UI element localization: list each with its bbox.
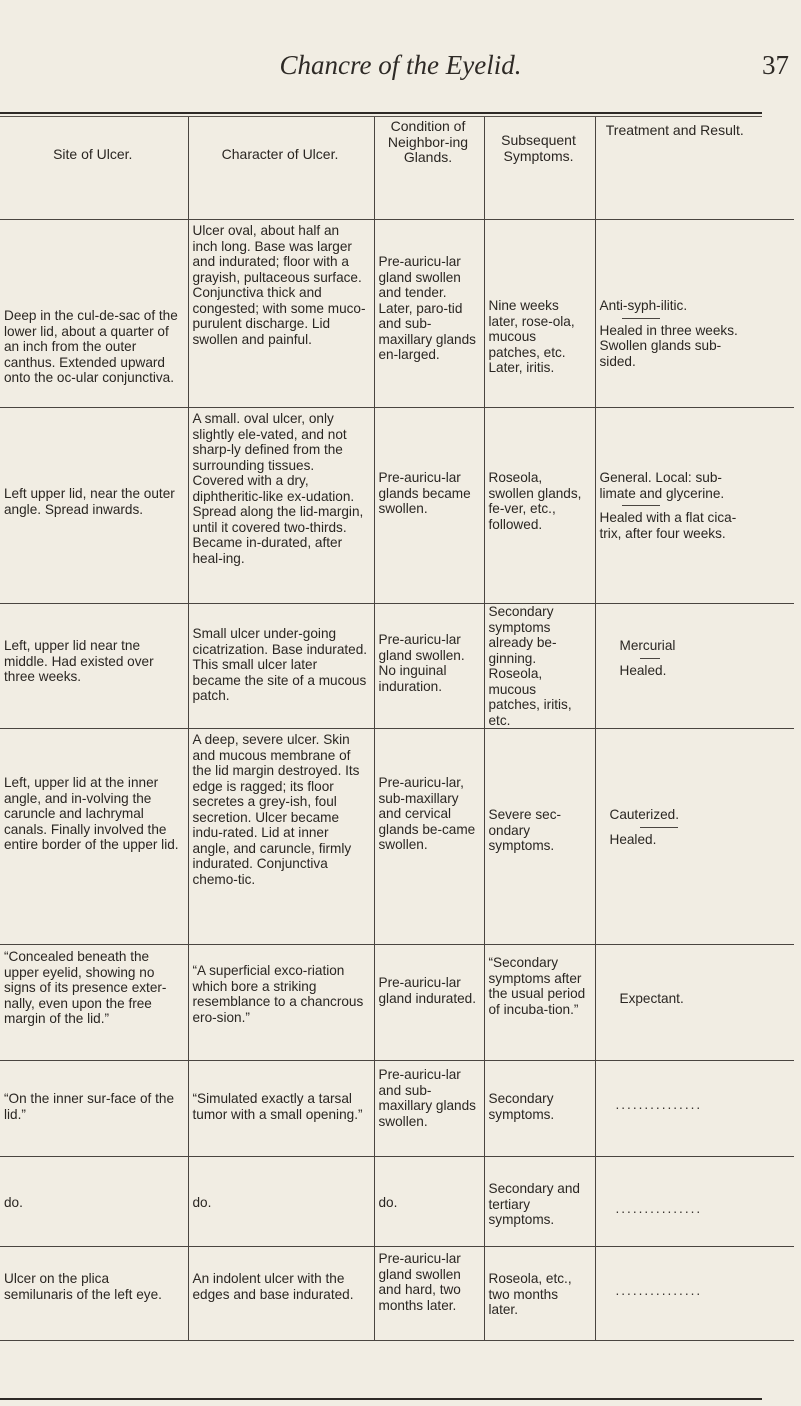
treatment-cell (595, 408, 794, 604)
character-cell: An indolent ulcer with the edges and base indurated. (188, 1247, 374, 1341)
character-cell: A deep, severe ulcer. Skin and mucous membrane of the lid margin destroyed. Its edge is ragged; its floor secretes a grey-ish, foul secretion. Ulcer became indu-rated. Lid at inner angle, and caruncle, firmly indurated. Conjunctiva chemo-tic. (188, 729, 374, 945)
glands-cell: Pre-auricu-lar gland swollen and hard, two months later. (374, 1247, 484, 1341)
character-cell: “Simulated exactly a tarsal tumor with a small opening.” (188, 1061, 374, 1157)
treatment-text: Anti-syph-ilitic. (599, 298, 688, 313)
table-row (0, 1061, 794, 1157)
table-top-rule (0, 112, 762, 114)
table-row (0, 945, 794, 1061)
glands-cell: Pre-auricu-lar gland swollen. No inguinal induration. (374, 604, 484, 729)
subsequent-cell: Roseola, swollen glands, fe-ver, etc., followed. (484, 408, 595, 604)
treatment-text: Expectant. (619, 991, 684, 1006)
treatment-text: ............... (615, 1283, 703, 1298)
site-cell: Deep in the cul-de-sac of the lower lid, about a quarter of an inch from the outer canthus. Extended upward onto the oc-ular conjunctiva. (0, 220, 188, 408)
glands-cell: Pre-auricu-lar and sub-maxillary glands swollen. (374, 1061, 484, 1157)
character-cell: Ulcer oval, about half an inch long. Base was larger and indurated; floor with a grayish, pultaceous surface. Conjunctiva thick and congested; with some muco-purulent discharge. Lid swollen and painful. (188, 220, 374, 408)
subsequent-cell: Nine weeks later, rose-ola, mucous patches, etc. Later, iritis. (484, 220, 595, 408)
site-cell: Left upper lid, near the outer angle. Spread inwards. (0, 408, 188, 604)
treatment-divider (640, 827, 678, 828)
character-cell: “A superficial exco-riation which bore a striking resemblance to a chancrous ero-sion.” (188, 945, 374, 1061)
col-header-site: Site of Ulcer. (0, 117, 188, 220)
character-cell: Small ulcer under-going cicatrization. Base indurated. This small ulcer later became the site of a mucous patch. (188, 604, 374, 729)
treatment-text: Mercurial (619, 638, 676, 653)
result-text: Healed in three weeks. Swollen glands sub-sided. (599, 322, 738, 369)
col-header-treatment: Treatment and Result. (595, 117, 794, 220)
table-row (0, 220, 794, 408)
case-table (0, 117, 794, 1341)
col-header-character: Character of Ulcer. (188, 117, 374, 220)
subsequent-cell: Roseola, etc., two months later. (484, 1247, 595, 1341)
table-header-row (0, 117, 794, 220)
treatment-cell (595, 604, 794, 729)
treatment-cell (595, 1247, 794, 1341)
result-text: Healed. (609, 831, 657, 847)
treatment-divider (622, 318, 660, 319)
treatment-divider (640, 658, 660, 659)
treatment-text: ............... (615, 1201, 703, 1216)
subsequent-cell: “Secondary symptoms after the usual period of incuba-tion.” (484, 945, 595, 1061)
running-header (0, 50, 801, 90)
table-row (0, 729, 794, 945)
treatment-divider (622, 505, 660, 506)
treatment-text: General. Local: sub-limate and glycerine. (599, 470, 725, 501)
site-cell: Ulcer on the plica semilunaris of the left eye. (0, 1247, 188, 1341)
col-header-glands: Condition of Neighbor-ing Glands. (374, 117, 484, 220)
page-number: 37 (762, 50, 789, 80)
subsequent-cell: Secondary and tertiary symptoms. (484, 1157, 595, 1247)
table-row (0, 408, 794, 604)
table-bottom-rule (0, 1398, 762, 1400)
table-row (0, 1247, 794, 1341)
glands-cell: Pre-auricu-lar, sub-maxillary and cervical glands be-came swollen. (374, 729, 484, 945)
glands-cell: Pre-auricu-lar glands became swollen. (374, 408, 484, 604)
col-header-subsequent: Subsequent Symptoms. (484, 117, 595, 220)
site-cell: “Concealed beneath the upper eyelid, showing no signs of its presence exter-nally, even upon the free margin of the lid.” (0, 945, 188, 1061)
glands-cell: Pre-auricu-lar gland indurated. (374, 945, 484, 1061)
character-cell: A small. oval ulcer, only slightly ele-vated, and not sharp-ly defined from the surrounding tissues. Covered with a dry, diphtheritic-like ex-udation. Spread along the lid-margin, until it covered two-thirds. Became in-durated, after heal-ing. (188, 408, 374, 604)
result-text: Healed with a flat cica-trix, after four weeks. (599, 510, 737, 541)
treatment-cell (595, 220, 794, 408)
site-cell: Left, upper lid at the inner angle, and in-volving the caruncle and lachrymal canals. Finally involved the entire border of the upper lid. (0, 729, 188, 945)
subsequent-cell: Secondary symptoms. (484, 1061, 595, 1157)
treatment-cell (595, 945, 794, 1061)
site-cell: Left, upper lid near tne middle. Had existed over three weeks. (0, 604, 188, 729)
subsequent-cell: Severe sec-ondary symptoms. (484, 729, 595, 945)
table-row (0, 1157, 794, 1247)
treatment-cell (595, 1157, 794, 1247)
site-cell: do. (0, 1157, 188, 1247)
glands-cell: Pre-auricu-lar gland swollen and tender. Later, paro-tid and sub-maxillary glands en-larged. (374, 220, 484, 408)
treatment-text: Cauterized. (609, 807, 680, 822)
table-row (0, 604, 794, 729)
subsequent-cell: Secondary symptoms already be-ginning. Roseola, mucous patches, iritis, etc. (484, 604, 595, 729)
treatment-cell (595, 1061, 794, 1157)
result-text: Healed. (619, 662, 667, 678)
treatment-cell (595, 729, 794, 945)
page-title: Chancre of the Eyelid. (279, 50, 522, 80)
character-cell: do. (188, 1157, 374, 1247)
glands-cell: do. (374, 1157, 484, 1247)
site-cell: “On the inner sur-face of the lid.” (0, 1061, 188, 1157)
treatment-text: ............... (615, 1097, 703, 1112)
